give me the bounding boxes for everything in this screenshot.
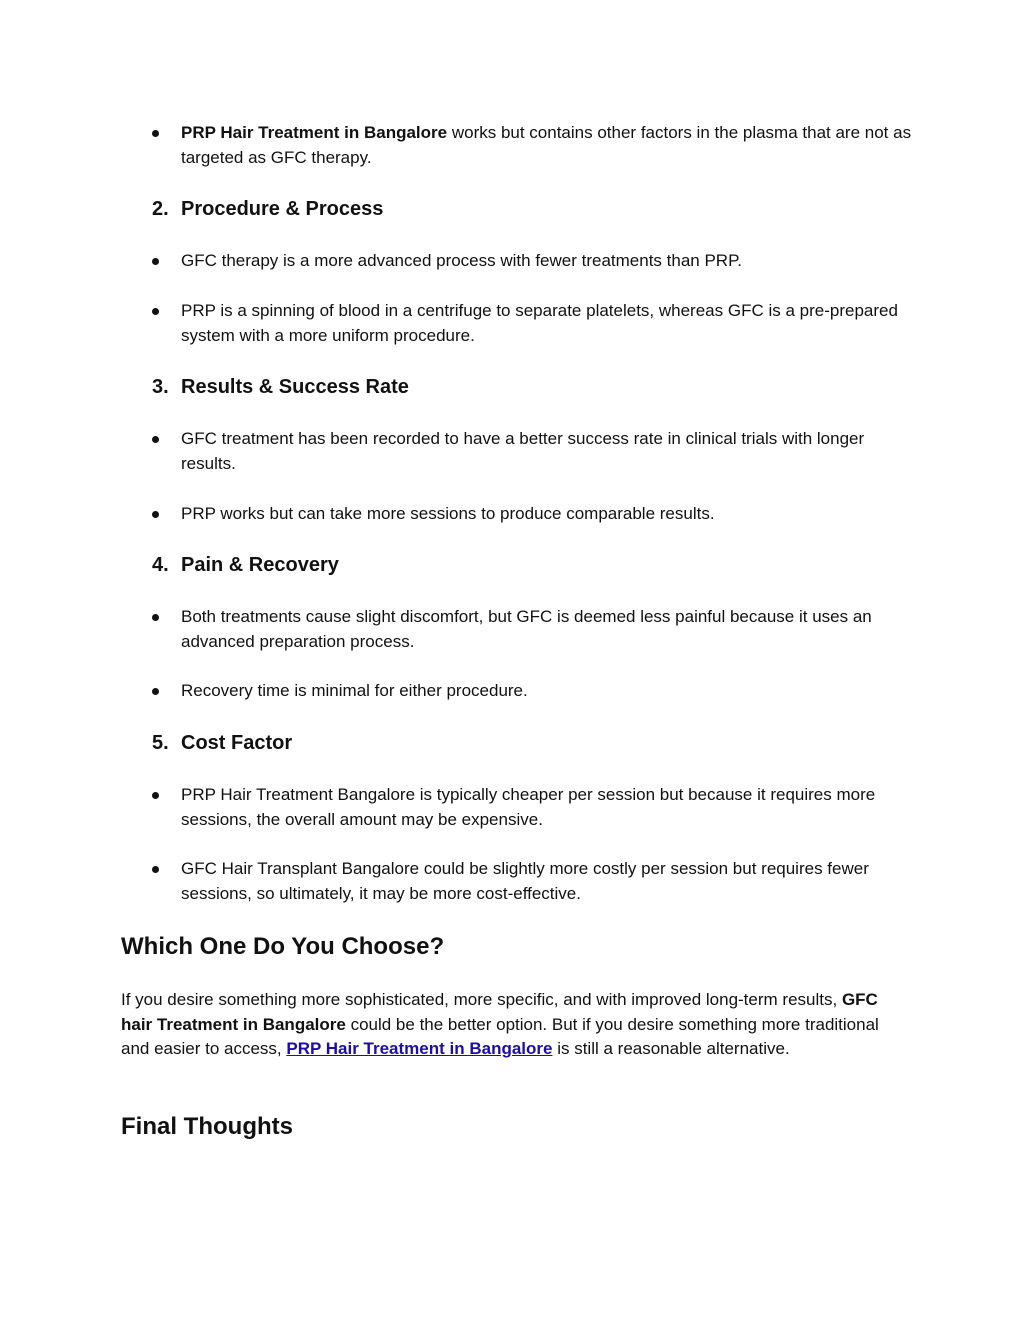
bullet-text: Both treatments cause slight discomfort, but GFC is deemed less painful because it uses an advanced preparation process. <box>181 607 872 651</box>
section-title: Cost Factor <box>181 732 293 754</box>
bullet-item <box>152 427 912 476</box>
section-number: 4. <box>152 554 169 576</box>
bullet-item <box>152 121 912 170</box>
bullet-text: works but contains other factors in the plasma that are not as targeted as GFC therapy. <box>181 123 912 167</box>
bullet-text: Recovery time is minimal for either procedure. <box>181 681 528 700</box>
bold-text: PRP Hair Treatment in Bangalore <box>181 123 448 142</box>
section-heading <box>152 374 409 400</box>
bullet-item <box>152 502 912 527</box>
section-heading <box>152 552 339 578</box>
bullet-text: GFC Hair Transplant Bangalore could be slightly more costly per session but requires fewer sessions, so ultimately, it may be more cost-effective. <box>181 859 869 903</box>
section-number: 2. <box>152 198 169 220</box>
bullet-item <box>152 783 912 832</box>
bullet-icon <box>152 511 159 518</box>
bullet-icon <box>152 688 159 695</box>
para-text: could be the better option. But if you desire something more traditional and easier to access, <box>121 1014 879 1059</box>
section-heading <box>152 730 292 756</box>
section-title: Procedure & Process <box>181 198 384 220</box>
prp-treatment-link[interactable]: PRP Hair Treatment in Bangalore <box>286 1039 553 1059</box>
bullet-icon <box>152 258 159 265</box>
bullet-text: GFC treatment has been recorded to have a better success rate in clinical trials with longer results. <box>181 429 865 473</box>
bullet-text: PRP works but can take more sessions to produce comparable results. <box>181 504 715 523</box>
bullet-item <box>152 857 912 906</box>
section-title: Results & Success Rate <box>181 376 409 398</box>
bullet-icon <box>152 614 159 621</box>
choose-paragraph <box>121 988 881 1062</box>
bullet-icon <box>152 130 159 137</box>
which-heading: Which One Do You Choose? <box>121 933 445 960</box>
bold-text: GFC hair Treatment in Bangalore <box>121 990 878 1034</box>
section-number: 5. <box>152 732 169 754</box>
bullet-icon <box>152 792 159 799</box>
section-heading <box>152 196 383 222</box>
bullet-item <box>152 679 912 704</box>
bullet-item <box>152 605 912 654</box>
bullet-icon <box>152 436 159 443</box>
para-text: If you desire something more sophisticated, more specific, and with improved long-term results, <box>121 990 842 1009</box>
bullet-text: PRP is a spinning of blood in a centrifuge to separate platelets, whereas GFC is a pre-prepared system with a more uniform procedure. <box>181 301 898 345</box>
section-number: 3. <box>152 376 169 398</box>
bullet-text: GFC therapy is a more advanced process with fewer treatments than PRP. <box>181 251 742 270</box>
bullet-item <box>152 299 912 348</box>
bullet-item <box>152 249 912 274</box>
section-title: Pain & Recovery <box>181 554 339 576</box>
bullet-icon <box>152 308 159 315</box>
bullet-text: PRP Hair Treatment Bangalore is typically cheaper per session but because it requires more sessions, the overall amount may be expensive. <box>181 785 876 829</box>
final-thoughts-heading: Final Thoughts <box>121 1113 293 1140</box>
para-text: is still a reasonable alternative. <box>552 1039 790 1059</box>
bullet-icon <box>152 866 159 873</box>
